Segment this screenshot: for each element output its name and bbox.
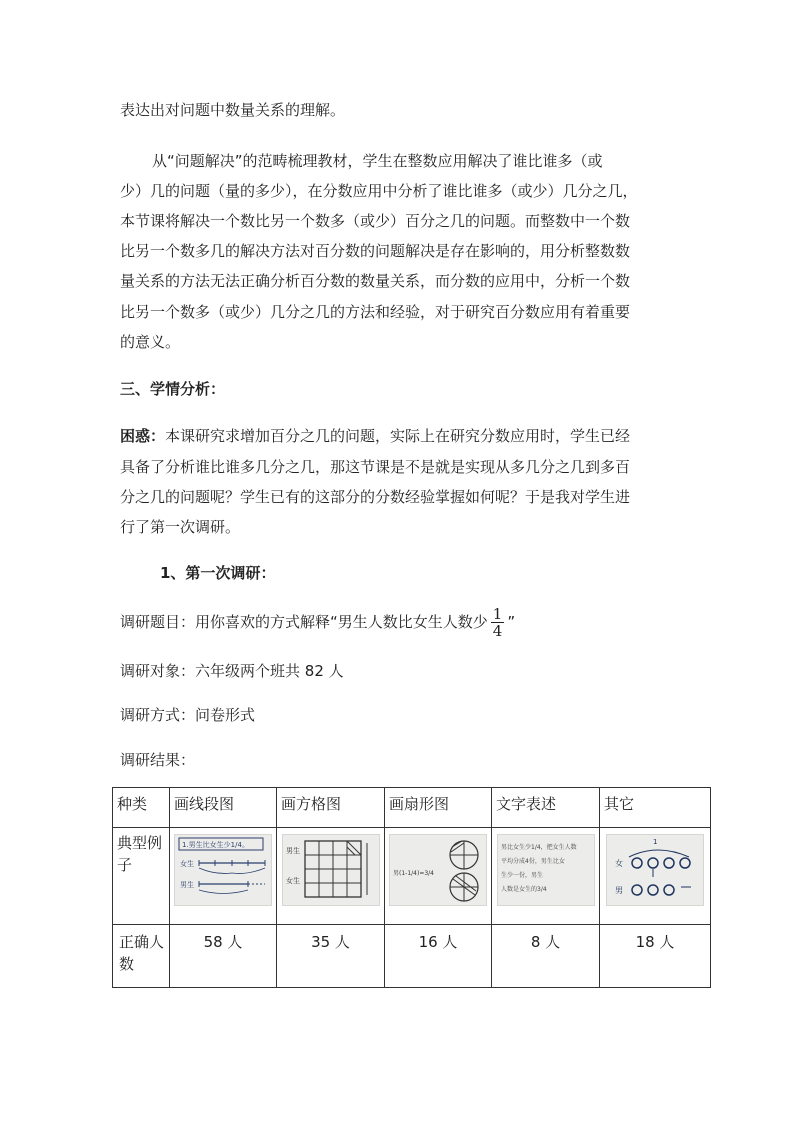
paragraph-line: 少）几的问题（量的多少），在分数应用中分析了谁比谁多（或少）几分之几， <box>120 182 638 200</box>
table-count-row <box>113 925 711 988</box>
paragraph-line: 比另一个数多几的解决方法对百分数的问题解决是存在影响的，用分析整数数 <box>120 242 631 260</box>
section-heading: 三、学情分析： <box>120 380 226 398</box>
confusion-line: 具备了分析谁比谁多几分之几，那这节课是不是就是实现从多几分之几到多百 <box>120 458 631 476</box>
count-cell: 8 人 <box>492 925 600 988</box>
table-header-cell: 文字表述 <box>492 788 600 828</box>
table-example-row <box>113 828 711 925</box>
confusion-line: 分之几的问题呢？学生已有的这部分的分数经验掌握如何呢？于是我对学生进 <box>120 488 631 506</box>
confusion-label: 困惑： <box>120 427 166 445</box>
example-cell <box>600 828 711 925</box>
paragraph-line: 量关系的方法无法正确分析百分数的数量关系，而分数的应用中，分析一个数 <box>120 272 631 290</box>
count-cell: 58 人 <box>170 925 277 988</box>
fraction-numerator: 1 <box>492 605 503 623</box>
confusion-line: 行了第一次调研。 <box>120 518 241 536</box>
survey-subject: 调研对象：六年级两个班共 82 人 <box>120 662 344 680</box>
paragraph-continuation: 表达出对问题中数量关系的理解。 <box>120 101 346 119</box>
fraction <box>491 606 505 639</box>
table-row-label: 典型例 子 <box>113 828 170 925</box>
paragraph-line: 比另一个数多（或少）几分之几的方法和经验，对于研究百分数应用有着重要 <box>120 303 631 321</box>
table-header-cell: 画线段图 <box>170 788 277 828</box>
paragraph-line: 的意义。 <box>120 333 181 351</box>
example-cell <box>492 828 600 925</box>
survey-question-close: ” <box>507 613 516 631</box>
count-cell: 35 人 <box>277 925 385 988</box>
thumb-text: 1.男生比女生少1/4。 <box>182 841 249 849</box>
count-cell: 18 人 <box>600 925 711 988</box>
table-header-cell: 画扇形图 <box>385 788 492 828</box>
line-segment-drawing-image <box>174 834 272 906</box>
survey-question <box>120 606 515 639</box>
other-circles-drawing-image <box>606 834 704 906</box>
thumb-text: 男 <box>615 886 623 895</box>
survey-heading: 1、第一次调研： <box>160 564 276 582</box>
paragraph-line: 本节课将解决一个数比另一个数多（或少）百分之几的问题。而整数中一个数 <box>120 212 631 230</box>
survey-method: 调研方式：问卷形式 <box>120 706 256 724</box>
thumb-text: 平均分成4份，男生比女 <box>500 858 565 865</box>
thumb-text: 男(1-1/4)=3/4 <box>393 870 435 877</box>
text-description-image <box>497 834 595 906</box>
thumb-text: 女生 <box>285 877 300 885</box>
confusion-text: 本课研究求增加百分之几的问题，实际上在研究分数应用时，学生已经 <box>165 427 631 445</box>
thumb-text: 男比女生少1/4，把女生人数 <box>500 844 577 851</box>
thumb-text: 生少一份，男生 <box>500 872 543 879</box>
grid-drawing-image <box>282 834 380 906</box>
thumb-text: 女生 <box>180 860 194 868</box>
example-cell <box>277 828 385 925</box>
survey-result-label: 调研结果： <box>120 751 196 769</box>
table-header-row <box>113 788 711 828</box>
pie-drawing-image <box>389 834 487 906</box>
survey-results-table <box>112 787 711 988</box>
example-cell <box>385 828 492 925</box>
survey-question-text: 调研题目：用你喜欢的方式解释“男生人数比女生人数少 <box>120 613 488 631</box>
example-cell <box>170 828 277 925</box>
confusion-line <box>120 426 630 446</box>
table-header-cell: 种类 <box>113 788 170 828</box>
thumb-text: 女 <box>615 859 623 868</box>
table-row-label: 正确人 数 <box>113 925 170 988</box>
thumb-text: 1 <box>653 838 658 846</box>
thumb-text: 男生 <box>180 881 194 889</box>
table-header-cell: 其它 <box>600 788 711 828</box>
paragraph-line: 从“问题解决”的范畴梳理教材，学生在整数应用解决了谁比谁多（或 <box>152 152 603 170</box>
table-header-cell: 画方格图 <box>277 788 385 828</box>
thumb-text: 人数是女生的3/4 <box>500 886 547 893</box>
fraction-denominator: 4 <box>492 622 503 640</box>
count-cell: 16 人 <box>385 925 492 988</box>
thumb-text: 男生 <box>285 847 300 855</box>
